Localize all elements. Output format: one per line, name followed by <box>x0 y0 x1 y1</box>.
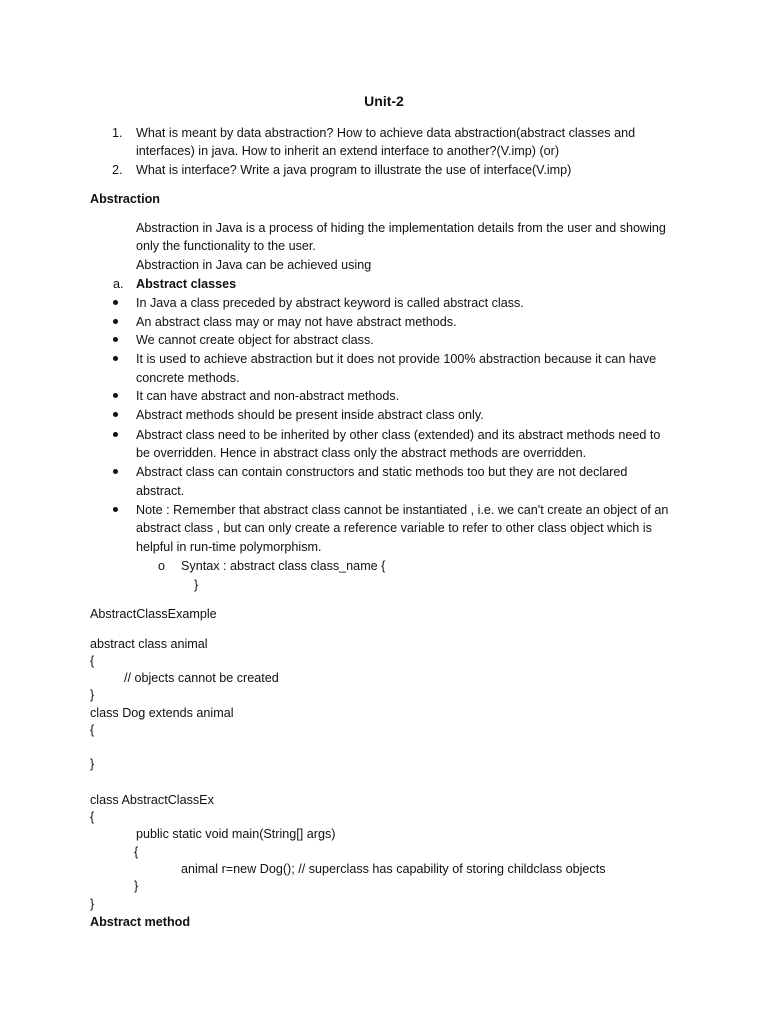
code-line: class AbstractClassEx <box>90 793 214 807</box>
bullet-8-line-2: abstract. <box>136 484 185 498</box>
code-line: // objects cannot be created <box>124 671 279 685</box>
page-title: Unit-2 <box>364 93 404 109</box>
syntax-line: Syntax : abstract class class_name { <box>181 559 386 573</box>
bullet-icon <box>113 319 118 324</box>
code-line: } <box>90 897 95 911</box>
section-heading-abstraction: Abstraction <box>90 192 160 206</box>
bullet-7-line-2: be overridden. Hence in abstract class only the abstract methods are overridden. <box>136 446 587 460</box>
question-number-1: 1. <box>112 126 123 140</box>
abstract-classes-marker: a. <box>113 277 124 291</box>
bullet-1-line-1: In Java a class preceded by abstract keyword is called abstract class. <box>136 296 524 310</box>
bullet-3-line-1: We cannot create object for abstract class. <box>136 333 374 347</box>
bullet-4-line-2: concrete methods. <box>136 371 240 385</box>
bullet-icon <box>113 393 118 398</box>
bullet-5-line-1: It can have abstract and non-abstract methods. <box>136 389 400 403</box>
bullet-9-line-2: abstract class , but can only create a reference variable to refer to other class object which is <box>136 521 652 535</box>
example-title: AbstractClassExample <box>90 607 217 621</box>
section-heading-abstract-method: Abstract method <box>90 915 191 929</box>
bullet-7-line-1: Abstract class need to be inherited by other class (extended) and its abstract methods need to <box>136 428 661 442</box>
bullet-9-line-1: Note : Remember that abstract class cannot be instantiated , i.e. we can't create an object of an <box>136 503 669 517</box>
code-line: } <box>90 688 95 702</box>
bullet-icon <box>113 432 118 437</box>
question-1-line-2: interfaces) in java. How to inherit an extend interface to another?(V.imp) (or) <box>136 144 560 158</box>
intro-line-3: Abstraction in Java can be achieved using <box>136 258 372 272</box>
code-line: { <box>90 654 95 668</box>
code-line: animal r=new Dog(); // superclass has capability of storing childclass objects <box>181 862 606 876</box>
intro-line-2: only the functionality to the user. <box>136 239 316 253</box>
code-line: { <box>90 723 95 737</box>
syntax-marker: o <box>158 559 166 573</box>
bullet-8-line-1: Abstract class can contain constructors and static methods too but they are not declared <box>136 465 628 479</box>
bullet-6-line-1: Abstract methods should be present inside abstract class only. <box>136 408 484 422</box>
bullet-icon <box>113 337 118 342</box>
abstract-classes-heading: Abstract classes <box>136 277 237 291</box>
intro-line-1: Abstraction in Java is a process of hiding the implementation details from the user and showing <box>136 221 666 235</box>
code-line: class Dog extends animal <box>90 706 234 720</box>
bullet-icon <box>113 412 118 417</box>
bullet-icon <box>113 469 118 474</box>
question-number-2: 2. <box>112 163 123 177</box>
code-line: public static void main(String[] args) <box>136 827 336 841</box>
code-line: } <box>90 757 95 771</box>
syntax-close-brace: } <box>194 578 199 592</box>
bullet-icon <box>113 300 118 305</box>
bullet-icon <box>113 507 118 512</box>
bullet-icon <box>113 356 118 361</box>
code-line: } <box>134 879 139 893</box>
bullet-2-line-1: An abstract class may or may not have abstract methods. <box>136 315 457 329</box>
bullet-9-line-3: helpful in run-time polymorphism. <box>136 540 322 554</box>
question-1-line-1: What is meant by data abstraction? How to achieve data abstraction(abstract classes and <box>136 126 636 140</box>
question-2-line-1: What is interface? Write a java program to illustrate the use of interface(V.imp) <box>136 163 572 177</box>
bullet-4-line-1: It is used to achieve abstraction but it does not provide 100% abstraction because it can have <box>136 352 657 366</box>
code-line: { <box>90 810 95 824</box>
code-line: abstract class animal <box>90 637 208 651</box>
code-line: { <box>134 845 139 859</box>
